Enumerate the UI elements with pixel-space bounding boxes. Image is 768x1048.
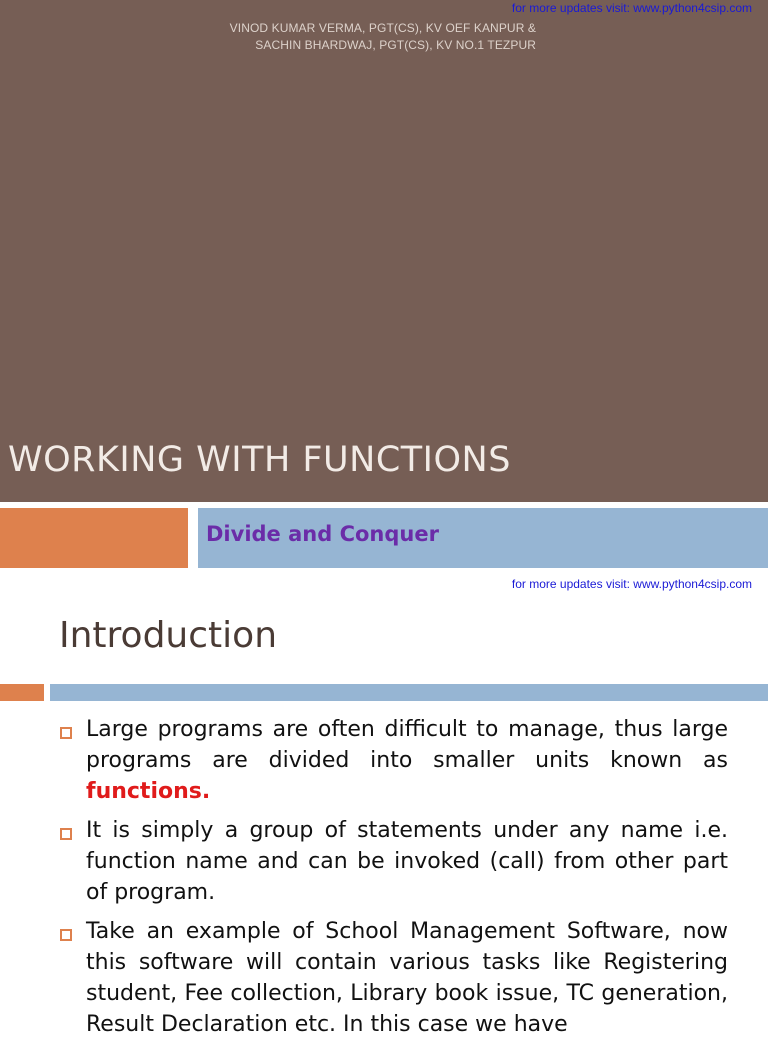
bullet-text: Take an example of School Management Software, now this software will contain various tasks like Registering student, Fee collection, Library book issue, TC generation, Result Declaration etc. In this case we have [86, 919, 728, 1037]
slide-subtitle: Divide and Conquer [206, 522, 439, 546]
bullet-text: Large programs are often difficult to manage, thus large programs are divided into smaller units known as [86, 717, 728, 773]
section-heading: Introduction [59, 615, 278, 656]
bullet-item [60, 815, 728, 908]
bullet-item [60, 916, 728, 1040]
hollow-square-bullet-icon [60, 828, 72, 840]
author-line: SACHIN BHARDWAJ, PGT(CS), KV NO.1 TEZPUR [255, 38, 536, 52]
orange-divider-bar [0, 684, 44, 701]
title-slide [0, 0, 768, 502]
hollow-square-bullet-icon [60, 727, 72, 739]
orange-accent-block [0, 508, 188, 568]
author-line: VINOD KUMAR VERMA, PGT(CS), KV OEF KANPUR & [229, 21, 536, 35]
website-url-notice[interactable]: for more updates visit: www.python4csip.com [511, 577, 752, 591]
bullet-list [60, 714, 728, 1048]
website-url-notice[interactable]: for more updates visit: www.python4csip.com [511, 1, 752, 15]
bullet-text: It is simply a group of statements under any name i.e. function name and can be invoked (call) from other part of program. [86, 818, 728, 905]
author-credits [230, 20, 536, 54]
highlighted-term: functions. [86, 779, 211, 804]
hollow-square-bullet-icon [60, 929, 72, 941]
bullet-item [60, 714, 728, 807]
blue-divider-bar [50, 684, 768, 701]
slide-title: WORKING WITH FUNCTIONS [8, 440, 511, 480]
